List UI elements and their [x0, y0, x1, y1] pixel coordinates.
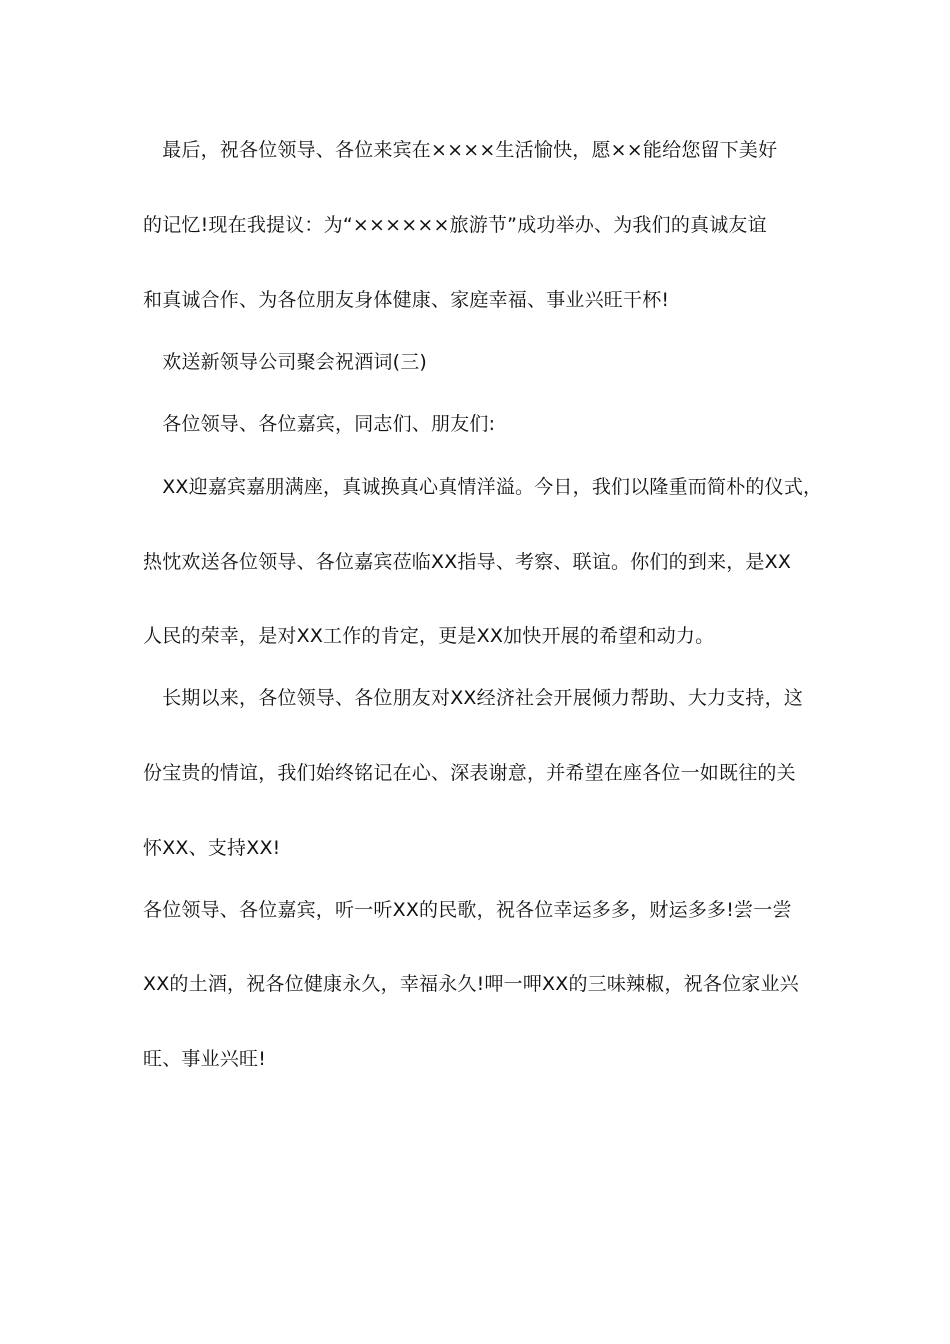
- salutation-line: 各位领导、各位嘉宾，同志们、朋友们:: [143, 413, 496, 435]
- text-line-12: 各位领导、各位嘉宾，听一听XX的民歌，祝各位幸运多多，财运多多!尝一尝: [143, 899, 792, 921]
- text-line-10: 份宝贵的情谊，我们始终铭记在心、深表谢意，并希望在座各位一如既往的关: [143, 762, 796, 784]
- text-line-1: 最后，祝各位领导、各位来宾在××××生活愉快，愿××能给您留下美好: [143, 139, 778, 161]
- text-line-13: XX的土酒，祝各位健康永久，幸福永久!呷一呷XX的三味辣椒，祝各位家业兴: [143, 973, 799, 995]
- text-line-6: XX迎嘉宾嘉朋满座，真诚换真心真情洋溢。今日，我们以隆重而简朴的仪式，: [143, 476, 823, 498]
- text-line-9: 长期以来，各位领导、各位朋友对XX经济社会开展倾力帮助、大力支持，这: [143, 687, 804, 709]
- text-line-2: 的记忆!现在我提议：为“××××××旅游节”成功举办、为我们的真诚友谊: [143, 214, 767, 236]
- text-line-14: 旺、事业兴旺!: [143, 1048, 267, 1070]
- text-line-8: 人民的荣幸，是对XX工作的肯定，更是XX加快开展的希望和动力。: [143, 625, 715, 647]
- section-heading: 欢送新领导公司聚会祝酒词(三): [143, 351, 428, 373]
- text-line-7: 热忱欢送各位领导、各位嘉宾莅临XX指导、考察、联谊。你们的到来，是XX: [143, 551, 792, 573]
- text-line-11: 怀XX、支持XX!: [143, 837, 281, 859]
- text-line-3: 和真诚合作、为各位朋友身体健康、家庭幸福、事业兴旺干杯!: [143, 289, 670, 311]
